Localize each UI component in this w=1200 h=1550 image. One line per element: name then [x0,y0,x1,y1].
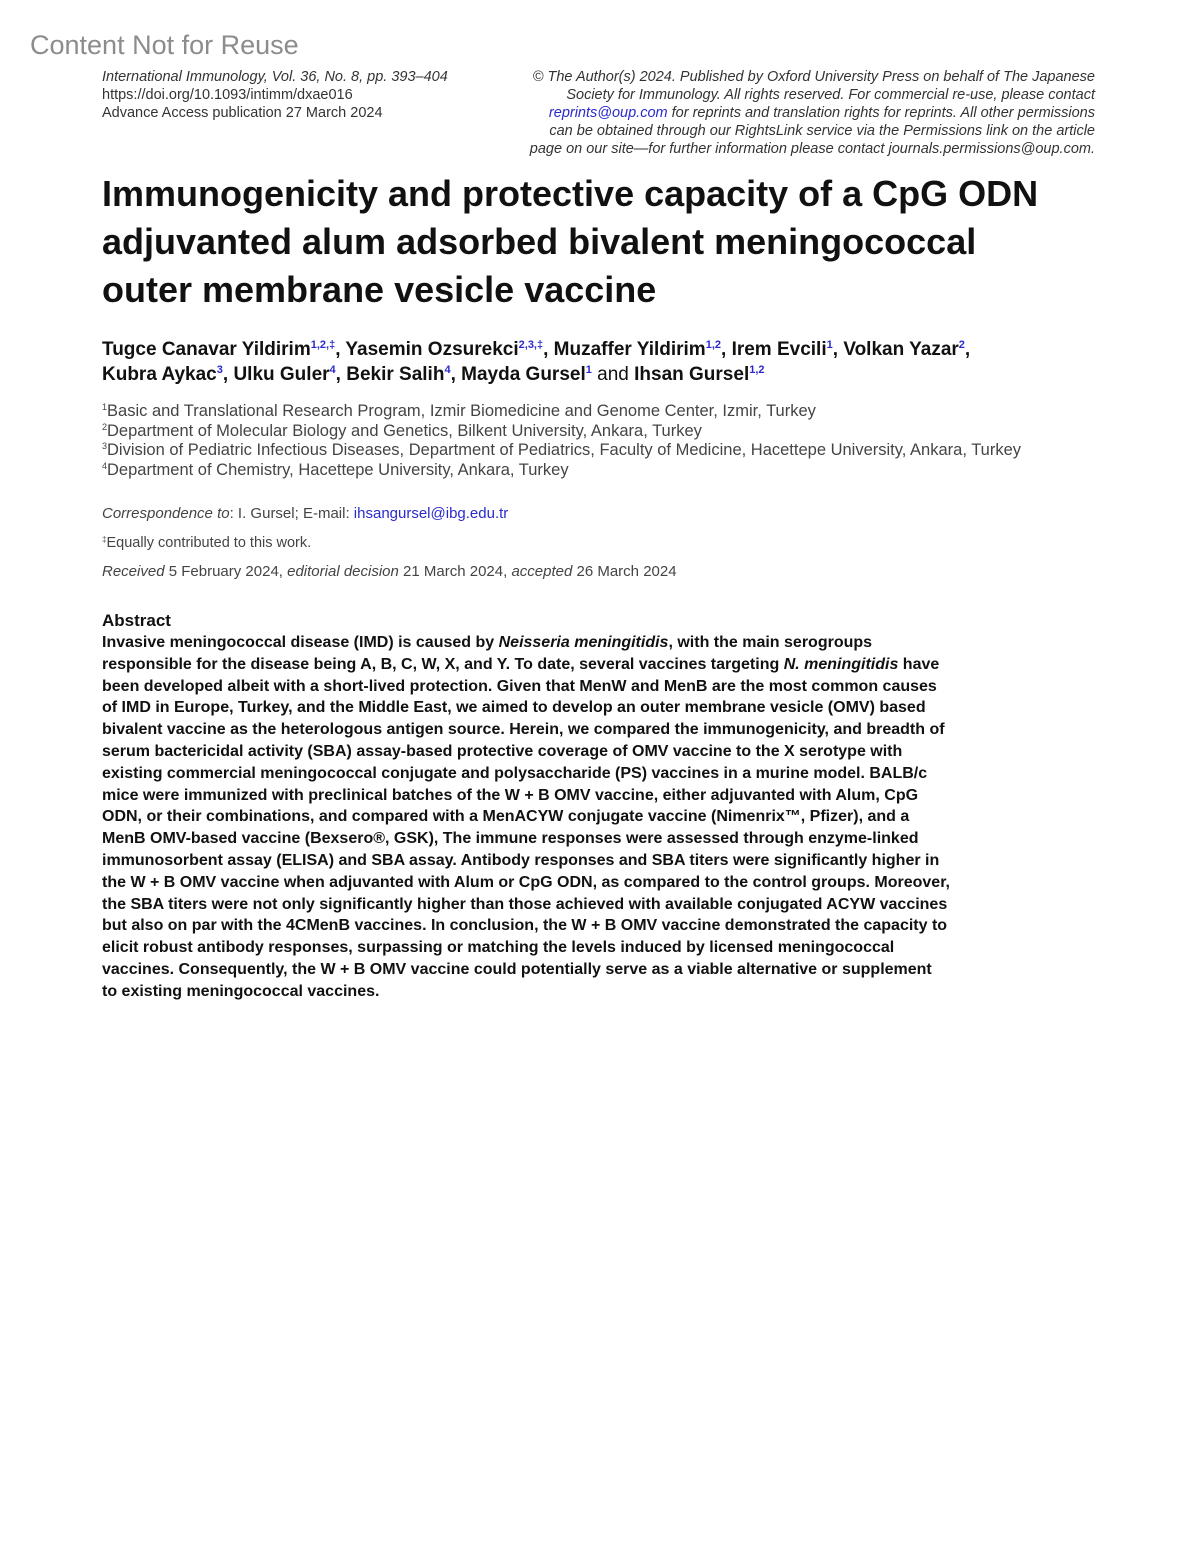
author-separator: , [335,339,346,360]
author-name: Ulku Guler [233,364,330,385]
author-affiliation-link[interactable]: 2 [958,339,965,351]
author-affiliation-link[interactable]: 1,2 [749,364,765,376]
author-affiliation-link[interactable]: 4 [329,364,336,376]
abstract-body [102,632,950,1003]
correspondence-email-link[interactable]: ihsangursel@ibg.edu.tr [353,505,509,522]
affiliation-text: Department of Chemistry, Hacettepe University, Ankara, Turkey [107,460,569,479]
received-date: 5 February 2024, [164,563,288,580]
author-name: Bekir Salih [346,364,445,385]
copyright-line: Society for Immunology. All rights reserved. For commercial re-use, please contact [566,87,1095,103]
journal-citation [102,68,448,122]
affiliation-list [102,402,1112,480]
copyright-line: can be obtained through our RightsLink service via the Permissions link on the article [549,123,1095,139]
watermark: Content Not for Reuse [30,30,299,60]
advance-access-date: Advance Access publication 27 March 2024 [102,105,383,121]
decision-date: 21 March 2024, [398,563,512,580]
affiliation-number: 4 [102,460,108,471]
correspondence-label: Correspondence to [102,505,230,522]
journal-volume: International Immunology, Vol. 36, No. 8, pp. 393–404 [102,69,448,85]
affiliation-number: 3 [102,441,108,451]
author-affiliation-link[interactable]: 2,3,‡ [518,339,544,351]
author-name: Volkan Yazar [843,339,959,360]
author-affiliation-link[interactable]: 3 [216,364,223,376]
author-name: Mayda Gursel [461,364,586,385]
author-name: Muzaffer Yildirim [553,339,706,360]
author-separator: , [832,339,844,360]
author-separator: , [450,364,462,385]
decision-label: editorial decision [287,563,399,580]
abstract-text: Invasive meningococcal disease (IMD) is caused by [102,634,499,651]
affiliation [102,441,1112,461]
author-separator: , [964,339,971,360]
equal-contribution-text: Equally contributed to this work. [106,535,312,551]
author-line-1 [102,339,970,360]
copyright-notice [475,68,1095,158]
double-dagger-mark: ‡ [102,535,107,544]
author-affiliation-link[interactable]: 4 [444,364,451,376]
author-separator: , [721,339,732,360]
reprints-email-link[interactable]: reprints@oup.com [548,105,668,121]
affiliation [102,402,1112,422]
received-label: Received [102,563,165,580]
author-name: Yasemin Ozsurekci [345,339,519,360]
copyright-line [475,104,1095,122]
author-name: Tugce Canavar Yildirim [102,339,311,360]
species-name: N. meningitidis [783,655,899,673]
abstract-heading: Abstract [102,611,171,630]
author-separator: , [222,364,234,385]
author-name: Irem Evcili [731,339,827,360]
accepted-label: accepted [511,563,573,580]
copyright-line: page on our site—for further information please contact journals.permissions@oup.com. [529,141,1095,157]
author-affiliation-link[interactable]: 1 [585,364,592,376]
affiliation-text: Basic and Translational Research Program, Izmir Biomedicine and Genome Center, Izmir, Turkey [107,402,816,420]
correspondence [102,505,508,522]
author-name: Ihsan Gursel [634,364,750,385]
author-separator: and [591,364,635,385]
affiliation-text: Division of Pediatric Infectious Diseases, Department of Pediatrics, Faculty of Medicine, Hacettepe University, Ankara, Turkey [107,441,1022,459]
author-list [102,337,1102,387]
history-dates [102,563,677,580]
copyright-text: for reprints and translation rights for reprints. All other permissions [667,105,1095,121]
doi-link[interactable]: https://doi.org/10.1093/intimm/dxae016 [102,87,353,103]
author-affiliation-link[interactable]: 1,2 [705,339,721,351]
copyright-line: © The Author(s) 2024. Published by Oxford University Press on behalf of The Japanese [532,69,1095,85]
affiliation-number: 2 [102,421,108,432]
accepted-date: 26 March 2024 [572,563,677,580]
author-separator: , [335,364,347,385]
paper-title: Immunogenicity and protective capacity of a CpG ODN adjuvanted alum adsorbed bivalent meningococcal outer membrane vesicle vaccine [102,173,1039,310]
abstract-text: , with the main serogroups responsible for the disease being A, B, C, W, X, and Y. To date, several vaccines targeting [102,634,873,673]
author-separator: , [543,339,554,360]
author-affiliation-link[interactable]: 1,2,‡ [310,339,336,351]
author-line-2 [102,364,765,385]
affiliation-text: Department of Molecular Biology and Genetics, Bilkent University, Ankara, Turkey [107,421,702,440]
affiliation [102,422,1112,442]
author-affiliation-link[interactable]: 1 [826,339,833,351]
correspondence-text: : I. Gursel; E-mail: [229,505,354,522]
abstract-text: have been developed albeit with a short-lived protection. Given that MenW and MenB are the most common causes of IMD in Europe, Turkey, and the Middle East, we aimed to develop an outer membrane vesicle (OMV) based bivalent vaccine as the heterologous antigen source. Herein, we compared the immunogenicity, and breadth of serum bactericidal activity (SBA) assay-based protective coverage of OMV vaccine to the X serotype with existing commercial meningococcal conjugate and polysaccharide (PS) vaccines in a murine model. BALB/c mice were immunized with preclinical batches of the W + B OMV vaccine, either adjuvanted with Alum, CpG ODN, or their combinations, and compared with a MenACYW conjugate vaccine (Nimenrix™, Pfizer), and a MenB OMV-based vaccine (Bexsero®, GSK), The immune responses were assessed through enzyme-linked immunosorbent assay (ELISA) and SBA assay. Antibody responses and SBA titers were significantly higher in the W + B OMV vaccine when adjuvanted with Alum or CpG ODN, as compared to the control groups. Moreover, the SBA titers were not only significantly higher than those achieved with available conjugated ACYW vaccines but also on par with the 4CMenB vaccines. In conclusion, the W + B OMV vaccine demonstrated the capacity to elicit robust antibody responses, surpassing or matching the levels induced by licensed meningococcal vaccines. Consequently, the W + B OMV vaccine could potentially serve as a viable alternative or supplement to existing meningococcal vaccines. [102,655,950,1000]
affiliation [102,461,1112,481]
affiliation-number: 1 [102,402,108,412]
equal-contribution-note [102,535,311,551]
species-name: Neisseria meningitidis [498,634,669,651]
author-name: Kubra Aykac [102,364,217,385]
